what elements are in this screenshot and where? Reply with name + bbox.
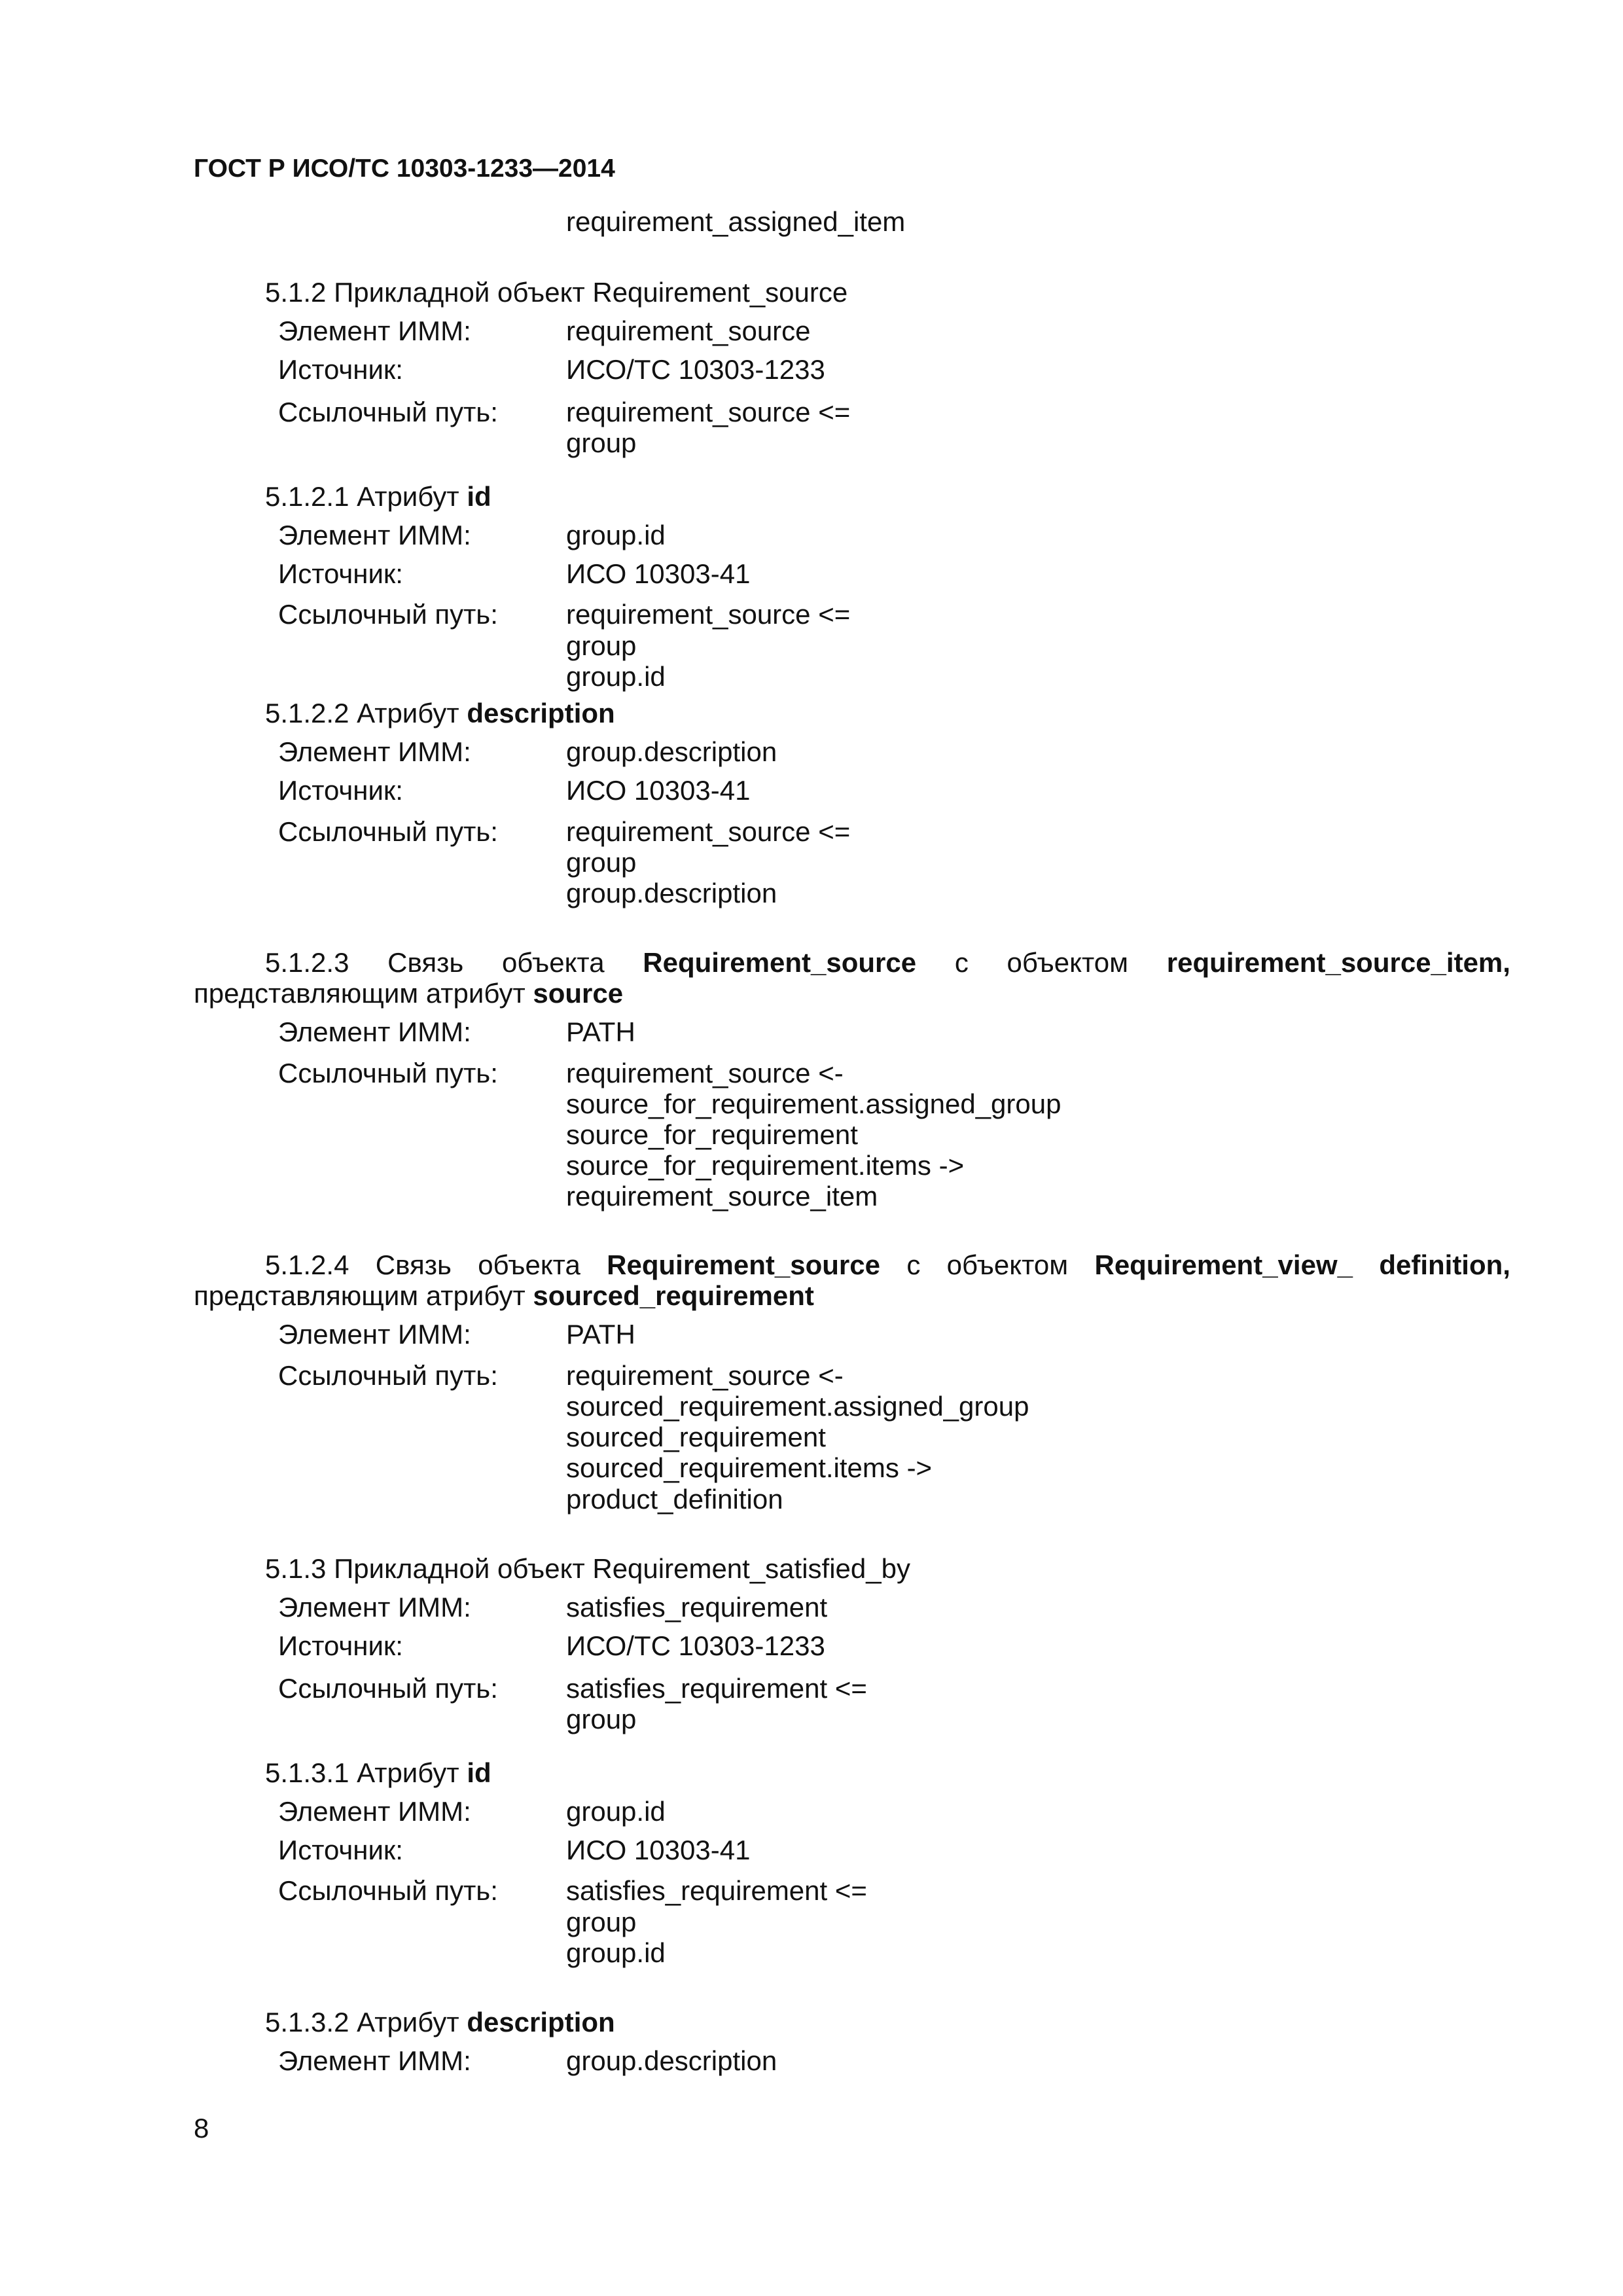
path-line: sourced_requirement [566, 1422, 826, 1452]
element-label: Элемент ИММ: [278, 520, 471, 550]
path-line: sourced_requirement.assigned_group [566, 1391, 1029, 1422]
path-label: Ссылочный путь: [278, 1673, 498, 1704]
path-label: Ссылочный путь: [278, 397, 498, 427]
source-label: Источник: [278, 1630, 403, 1661]
heading-word: Связь [375, 1249, 452, 1280]
heading-text: представляющим атрибут [194, 1280, 526, 1311]
path-line: group [566, 1907, 637, 1937]
attribute-name: id [467, 1757, 491, 1788]
heading-word: с [954, 947, 969, 978]
element-label: Элемент ИММ: [278, 1016, 471, 1047]
path-line: group [566, 1704, 637, 1734]
element-value: group.id [566, 1796, 666, 1827]
path-line: group.id [566, 1937, 666, 1968]
heading-word: объектом [946, 1249, 1069, 1280]
element-label: Элемент ИММ: [278, 1319, 471, 1350]
element-label: Элемент ИММ: [278, 1796, 471, 1827]
section-number: 5.1.3.1 [265, 1757, 349, 1788]
section-5-1-2-1-title [265, 483, 491, 511]
section-number: 5.1.2.2 [265, 698, 349, 728]
heading-word: 5.1.2.4 [265, 1249, 349, 1280]
entity-name: Requirement_view_ [1094, 1249, 1353, 1280]
section-number: 5.1.3.2 [265, 2007, 349, 2037]
source-label: Источник: [278, 354, 403, 385]
attribute-word: Атрибут [357, 1757, 459, 1788]
section-5-1-3-title: 5.1.3 Прикладной объект Requirement_satisfied_by [265, 1553, 910, 1584]
heading-continuation [194, 980, 623, 1007]
path-label: Ссылочный путь: [278, 599, 498, 630]
heading-word: объекта [501, 947, 605, 978]
page-number: 8 [194, 2113, 209, 2144]
heading-word: объекта [478, 1249, 580, 1280]
section-5-1-2-2-title [265, 700, 615, 727]
heading-word: объектом [1007, 947, 1129, 978]
path-line: requirement_source <- [566, 1360, 844, 1391]
path-label: Ссылочный путь: [278, 816, 498, 847]
section-5-1-3-2-title [265, 2009, 615, 2036]
attribute-name: id [467, 481, 491, 512]
path-line: group [566, 630, 637, 661]
heading-word: 5.1.2.3 [265, 947, 349, 978]
source-value: ИСО 10303-41 [566, 775, 751, 806]
attribute-word: Атрибут [357, 481, 459, 512]
element-value: PATH [566, 1319, 635, 1350]
path-line: group [566, 427, 637, 458]
entity-name: Requirement_source [643, 947, 917, 978]
section-5-1-2-3-title [265, 949, 1510, 977]
path-label: Ссылочный путь: [278, 1058, 498, 1088]
element-value: requirement_source [566, 315, 811, 346]
path-line: source_for_requirement [566, 1119, 858, 1150]
element-label: Элемент ИММ: [278, 2045, 471, 2076]
source-value: ИСО/ТС 10303-1233 [566, 1630, 825, 1661]
section-number: 5.1.2.1 [265, 481, 349, 512]
document-header: ГОСТ Р ИСО/ТС 10303-1233—2014 [194, 154, 615, 183]
path-line: product_definition [566, 1484, 783, 1515]
element-value: group.id [566, 520, 666, 550]
source-value: ИСО/ТС 10303-1233 [566, 354, 825, 385]
path-line: satisfies_requirement <= [566, 1673, 867, 1704]
path-line: group.description [566, 878, 777, 908]
path-line: source_for_requirement.assigned_group [566, 1088, 1061, 1119]
source-label: Источник: [278, 775, 403, 806]
section-5-1-3-1-title [265, 1759, 491, 1787]
attribute-word: Атрибут [357, 2007, 459, 2037]
path-line: requirement_source <- [566, 1058, 844, 1088]
source-value: ИСО 10303-41 [566, 558, 751, 589]
section-5-1-2-4-title [265, 1251, 1510, 1279]
attribute-name: source [533, 978, 624, 1009]
attribute-name: sourced_requirement [533, 1280, 814, 1311]
entity-name: definition, [1379, 1249, 1510, 1280]
top-value: requirement_assigned_item [566, 206, 906, 237]
heading-text: представляющим атрибут [194, 978, 526, 1009]
source-label: Источник: [278, 1835, 403, 1865]
path-line: satisfies_requirement <= [566, 1875, 867, 1906]
path-line: sourced_requirement.items -> [566, 1452, 933, 1483]
attribute-word: Атрибут [357, 698, 459, 728]
attribute-name: description [467, 698, 615, 728]
path-line: group.id [566, 661, 666, 692]
heading-word: Связь [387, 947, 464, 978]
element-value: group.description [566, 2045, 777, 2076]
section-5-1-2-title: 5.1.2 Прикладной объект Requirement_source [265, 277, 848, 308]
entity-name: requirement_source_item, [1166, 947, 1510, 978]
path-line: requirement_source <= [566, 816, 851, 847]
entity-name: Requirement_source [607, 1249, 880, 1280]
path-line: requirement_source_item [566, 1181, 878, 1211]
heading-continuation [194, 1282, 814, 1310]
source-label: Источник: [278, 558, 403, 589]
path-line: group [566, 847, 637, 878]
path-label: Ссылочный путь: [278, 1360, 498, 1391]
path-line: source_for_requirement.items -> [566, 1150, 965, 1181]
path-label: Ссылочный путь: [278, 1875, 498, 1906]
element-value: satisfies_requirement [566, 1592, 828, 1623]
attribute-name: description [467, 2007, 615, 2037]
heading-word: с [906, 1249, 921, 1280]
element-label: Элемент ИММ: [278, 1592, 471, 1623]
element-value: group.description [566, 736, 777, 767]
element-label: Элемент ИММ: [278, 736, 471, 767]
path-line: requirement_source <= [566, 397, 851, 427]
element-label: Элемент ИММ: [278, 315, 471, 346]
source-value: ИСО 10303-41 [566, 1835, 751, 1865]
path-line: requirement_source <= [566, 599, 851, 630]
element-value: PATH [566, 1016, 635, 1047]
